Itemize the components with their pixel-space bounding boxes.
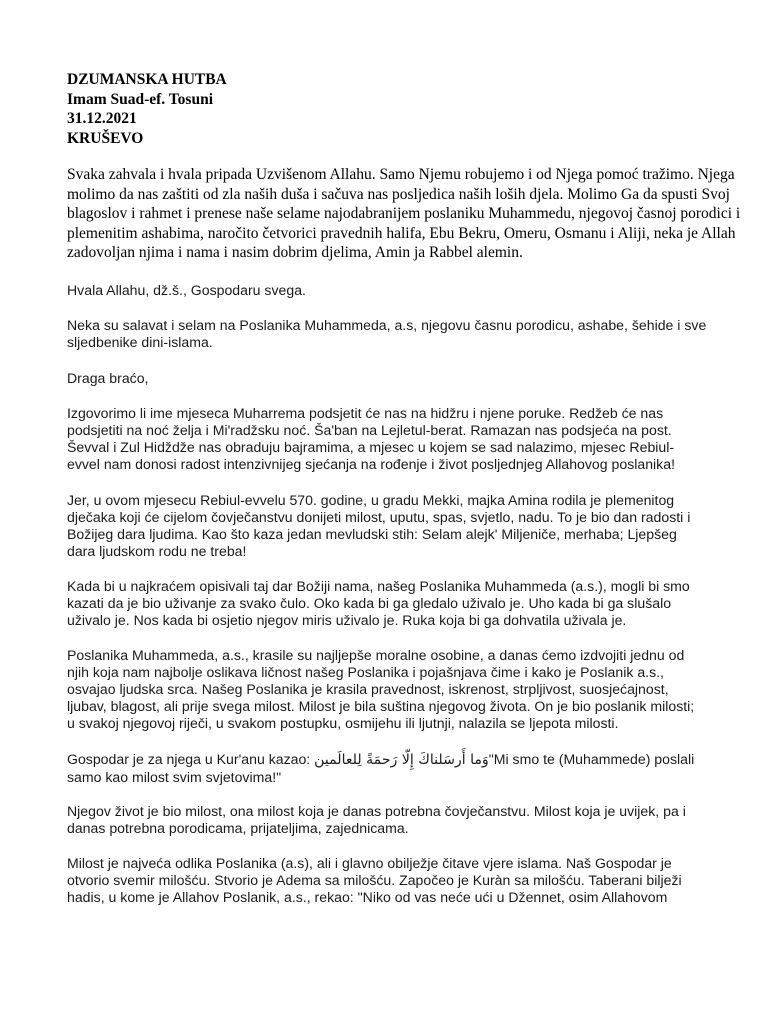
text-line: Božijeg dara ljudima. Kao što kaza jedan mevludski stih: Selam alejk' Miljeniče, merhaba; Lјepšeg: [67, 525, 677, 542]
text-line: molimo da nas zaštiti od zla naših duša i sačuva nas posljedica naših loših djela. Molimo Ga da spusti Svoj: [67, 185, 730, 203]
text-line: evvel nam donosi radost intenzivnijeg sjećanja na rođenje i život posljednjeg Allahovog poslanika!: [67, 455, 675, 472]
place-line: KRUŠEVO: [67, 129, 144, 147]
text-line: dječaka koji će cijelom čovječanstvu donijeti milost, uputu, spas, svjetlo, nadu. To je bio dan radosti i: [67, 508, 691, 525]
text-line: podsjetiti na noć želja i Mi'radžsku noć. Ša'ban na Lejletul-berat. Ramazan nas podsjeća na post.: [67, 421, 672, 438]
text-line: kazati da je bio uživanje za svako čulo. Oko kada bi ga gledalo uživalo je. Uho kada bi ga slušalo: [67, 594, 672, 611]
text-line: Milost je najveća odlika Poslanika (a.s), ali i glavno obilježje čitave vjere islama. Naš Gospodar je: [67, 855, 672, 871]
author-line: Imam Suad-ef. Tosuni: [67, 90, 214, 108]
text-line: osvajao ljudska srca. Našeg Poslanika je krasila pravednost, iskrenost, strpljivost, suosjećajnost,: [67, 680, 669, 697]
text-line: ljubav, blagost, ali prije svega milost. Milost je bila suština njegovog života. On je bio poslanik milosti;: [67, 697, 695, 714]
document-header: [67, 70, 227, 148]
paragraph-mercy-islam: [67, 855, 727, 906]
text-line: Neka su salavat i selam na Poslanika Muhammeda, a.s, njegovu časnu porodicu, ashabe, šehide i sve: [67, 317, 707, 333]
text-line: [67, 751, 727, 769]
text-line: Draga braćo,: [67, 370, 149, 386]
text-line: Ševval i Zul Hidždže nas obraduju bajramima, a mjesec u kojem se sad nalazimo, mjesec Rebiul-: [67, 438, 675, 455]
text-line: otvorio svemir milošću. Stvorio je Adema sa milošću. Započeo je Kuràn sa milošću. Taberani bilježi: [67, 871, 682, 888]
paragraph-birth: [67, 492, 727, 560]
quote-prefix: Gospodar je za njega u Kur'anu kazao:: [67, 751, 315, 767]
arabic-verse: وَما أَرسَلناكَ إِلّا رَحمَةً لِلعالَمين: [314, 752, 489, 768]
text-line: Njegov život je bio milost, ona milost koja je danas potrebna čovječanstvu. Milost koja je uvijek, pa i: [67, 803, 686, 819]
text-line: danas potrebna porodicama, prijateljima, zajednicama.: [67, 819, 409, 836]
quote-suffix: "Mi smo te (Muhammede) poslali: [488, 751, 695, 767]
text-line: Hvala Allahu, dž.š., Gospodaru svega.: [67, 282, 306, 298]
text-line: sljedbenike dini-islama.: [67, 333, 213, 350]
paragraph-opening: [67, 165, 741, 263]
text-line: zadovoljan njima i nama i nasim dobrim djelima, Amin ja Rabbel alemin.: [67, 244, 523, 261]
paragraph-life-mercy: [67, 803, 727, 837]
text-line: hadis, u kome je Allahov Poslanik, a.s., rekao: "Niko od vas neće ući u Džennet, osim Allahovom: [67, 888, 668, 905]
paragraph-salavat: [67, 317, 727, 351]
text-line: njih koja nam najbolje oslikava ličnost našeg Poslanika i pojašnjava čime i kako je Poslanik a.s.,: [67, 663, 664, 680]
text-line: Poslanika Muhammeda, a.s., krasile su najljepše moralne osobine, a danas ćemo izdvojiti jednu od: [67, 647, 685, 663]
text-line: Izgovorimo li ime mjeseca Muharrema podsjetit će nas na hidžru i njene poruke. Redžeb će nas: [67, 405, 664, 421]
paragraph-months: [67, 405, 727, 473]
text-line: samo kao milost svim svjetovima!": [67, 768, 282, 785]
paragraph-greeting: [67, 370, 727, 387]
document-title: DZUMANSKA HUTBA: [67, 71, 227, 88]
paragraph-senses: [67, 578, 727, 629]
paragraph-quran-quote: [67, 751, 727, 786]
date-line: 31.12.2021: [67, 110, 137, 127]
text-line: plemenitim ashabima, naročito četvorici pravednih halifa, Ebu Bekru, Omeru, Osmanu i Aliji, neka je Allah: [67, 224, 736, 242]
text-line: blagoslov i rahmet i prenese naše selame najodabranijem poslaniku Muhammedu, njegovoj časnoj porodici i: [67, 205, 741, 222]
paragraph-praise: [67, 282, 727, 299]
text-line: u svakoj njegovoj riječi, u svakom postupku, osmijehu ili ljutnji, nalazila se ljepota milosti.: [67, 714, 619, 731]
text-line: dara ljudskom rodu ne treba!: [67, 542, 247, 559]
text-line: Kada bi u najkraćem opisivali taj dar Božiji nama, našeg Poslanika Muhammeda (a.s.), mogli bi smo: [67, 578, 690, 594]
paragraph-virtues: [67, 647, 727, 732]
text-line: Svaka zahvala i hvala pripada Uzvišenom Allahu. Samo Njemu robujemo i od Njega pomoć tražimo. Njega: [67, 166, 735, 183]
text-line: Jer, u ovom mjesecu Rebiul-evvelu 570. godine, u gradu Mekki, majka Amina rodila je plemenitog: [67, 492, 675, 508]
text-line: uživalo je. Nos kada bi osjetio njegov miris uživalo je. Ruka koja bi ga dohvatila uživala je.: [67, 611, 627, 628]
